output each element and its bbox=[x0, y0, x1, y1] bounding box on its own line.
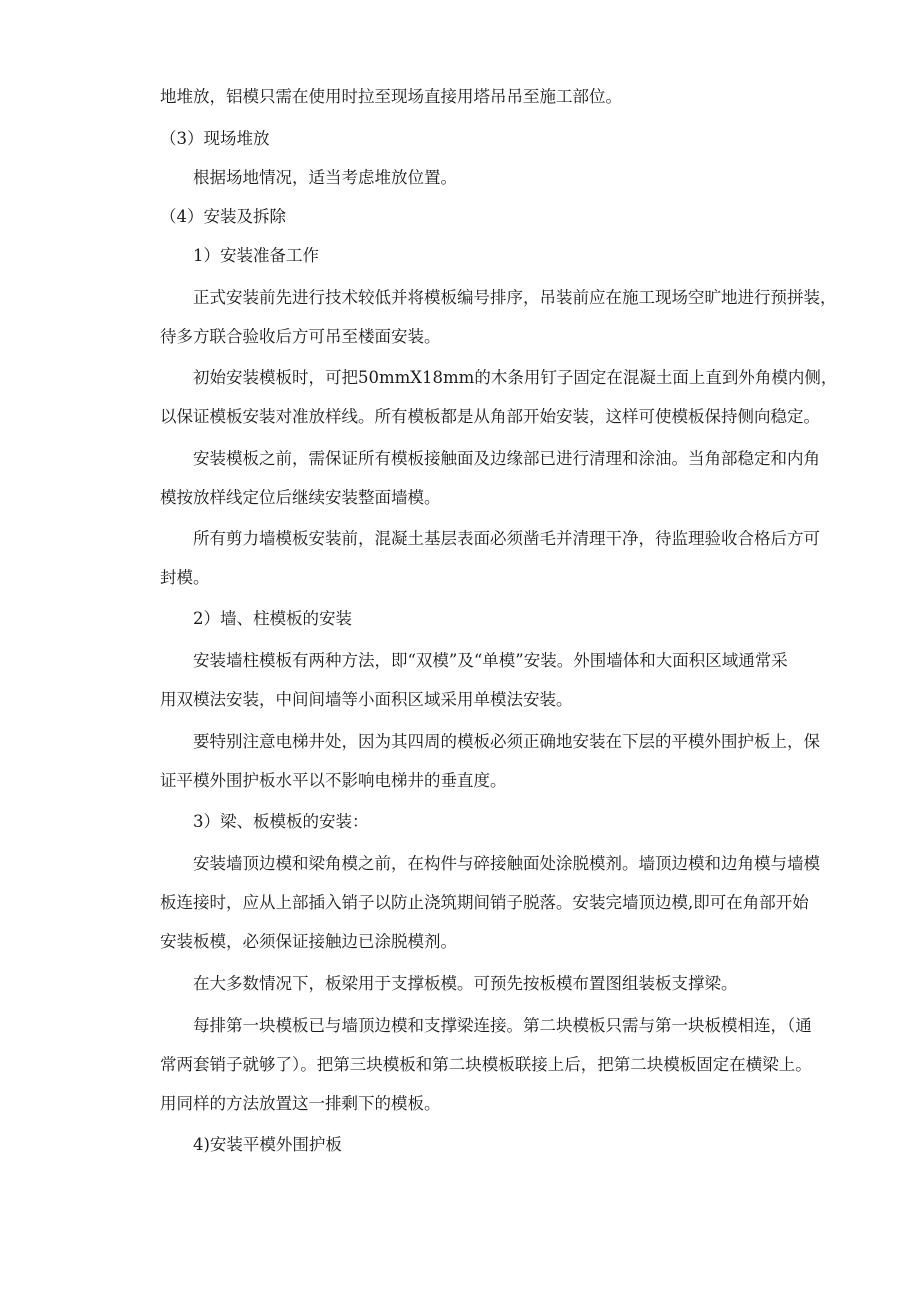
paragraph-line: 模按放样线定位后继续安装整面墙模。 bbox=[160, 488, 441, 507]
paragraph-line: 待多方联合验收后方可吊至楼面安装。 bbox=[160, 327, 441, 346]
paragraph-line: 在大多数情况下，板梁用于支撑板模。可预先按板模布置图组装板支撑梁。 bbox=[193, 974, 738, 993]
paragraph-line: 安装墙柱模板有两种方法，即“双模”及“单模”安装。外围墙体和大面积区域通常采 bbox=[193, 651, 788, 670]
paragraph-line: 安装板模，必须保证接触边已涂脱模剂。 bbox=[160, 932, 457, 951]
subsection-heading: 4)安装平模外围护板 bbox=[193, 1135, 342, 1154]
paragraph-line: 板连接时，应从上部插入销子以防止浇筑期间销子脱落。安装完墙顶边模,即可在角部开始 bbox=[160, 893, 809, 912]
paragraph-line: 正式安装前先进行技术较低并将模板编号排序，吊装前应在施工现场空旷地进行预拼装， bbox=[193, 288, 837, 307]
paragraph-line: 用同样的方法放置这一排剩下的模板。 bbox=[160, 1094, 441, 1113]
paragraph-line: 安装墙顶边模和梁角模之前，在构件与碎接触面处涂脱模剂。墙顶边模和边角模与墙模 bbox=[193, 854, 820, 873]
paragraph-line: 证平模外围护板水平以不影响电梯井的垂直度。 bbox=[160, 771, 507, 790]
paragraph-line: 常两套销子就够了）。把第三块模板和第二块模板联接上后，把第二块模板固定在横梁上。 bbox=[160, 1055, 812, 1074]
paragraph-line: 封模。 bbox=[160, 568, 210, 587]
paragraph-line: 地堆放，铝模只需在使用时拉至现场直接用塔吊吊至施工部位。 bbox=[160, 87, 622, 106]
paragraph-line: 所有剪力墙模板安装前，混凝土基层表面必须凿毛并清理干净，待监理验收合格后方可 bbox=[193, 529, 820, 548]
subsection-heading: 3）梁、板模板的安装： bbox=[193, 812, 369, 831]
subsection-heading: 2）墙、柱模板的安装 bbox=[193, 609, 352, 628]
paragraph-line: 以保证模板安装对准放样线。所有模板都是从角部开始安装，这样可使模板保持侧向稳定。 bbox=[160, 407, 820, 426]
section-heading: （4）安装及拆除 bbox=[160, 207, 286, 226]
section-heading: （3）现场堆放 bbox=[160, 129, 270, 148]
paragraph-line: 用双模法安装，中间间墙等小面积区域采用单模法安装。 bbox=[160, 690, 573, 709]
paragraph-line: 根据场地情况，适当考虑堆放位置。 bbox=[193, 168, 457, 187]
paragraph-line: 要特别注意电梯井处，因为其四周的模板必须正确地安装在下层的平模外围护板上，保 bbox=[193, 732, 820, 751]
subsection-heading: 1）安装准备工作 bbox=[193, 246, 319, 265]
paragraph-line: 初始安装模板时，可把50mmX18mm的木条用钉子固定在混凝土面上直到外角模内侧， bbox=[193, 368, 838, 387]
paragraph-line: 安装模板之前，需保证所有模板接触面及边缘部已进行清理和涂油。当角部稳定和内角 bbox=[193, 449, 820, 468]
paragraph-line: 每排第一块模板已与墙顶边模和支撑梁连接。第二块模板只需与第一块板模相连，（通 bbox=[193, 1016, 812, 1035]
